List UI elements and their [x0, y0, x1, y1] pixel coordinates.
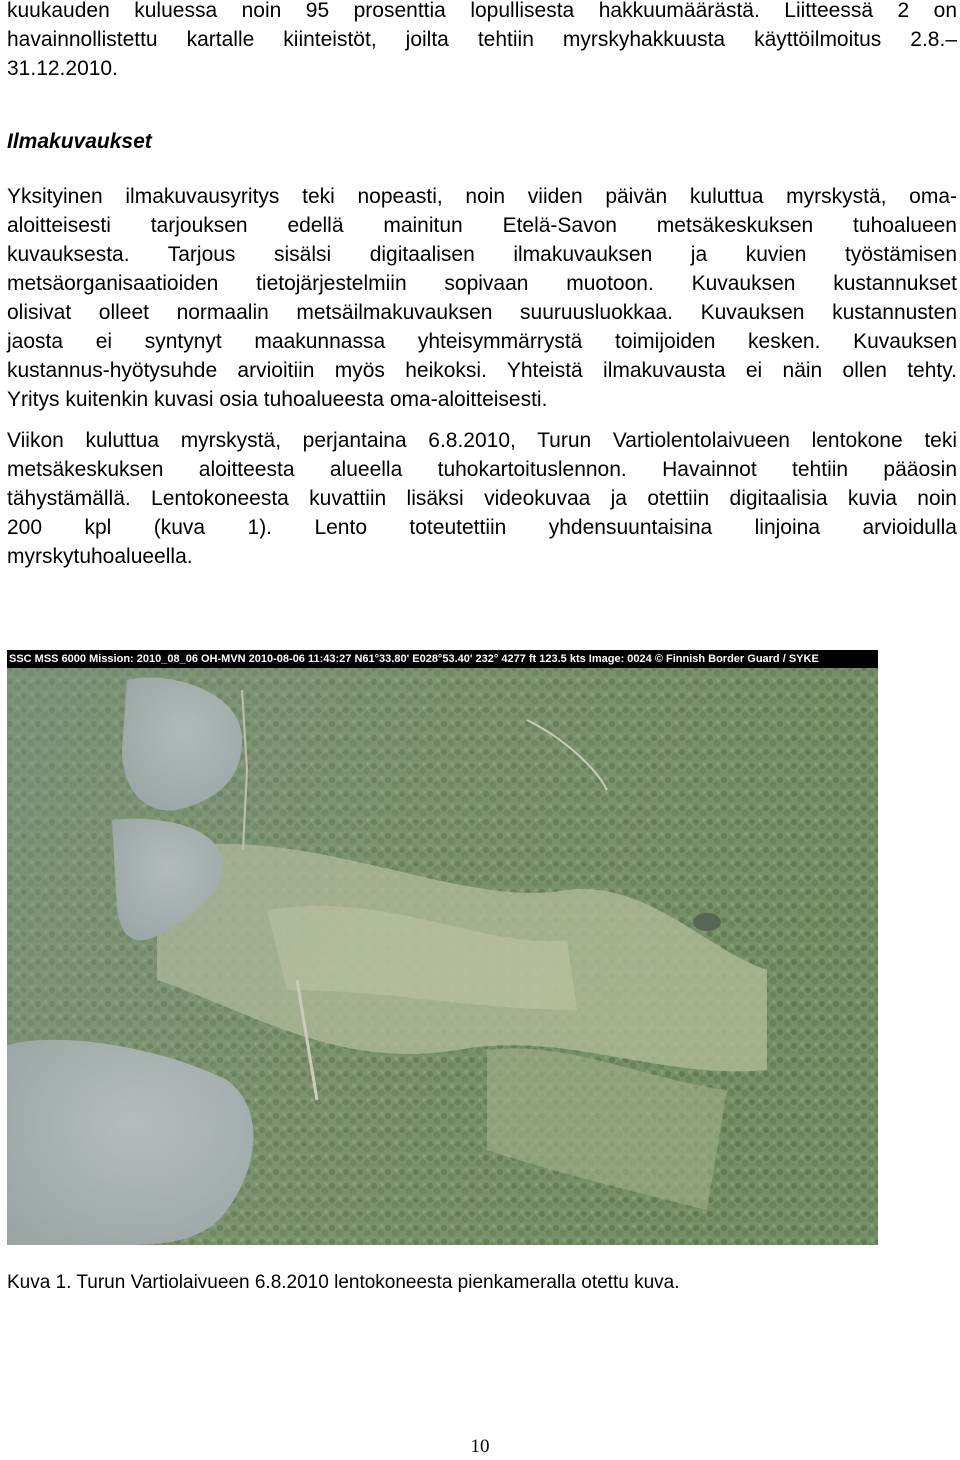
- text-line: 31.12.2010.: [7, 57, 118, 80]
- text-line: jaosta ei syntynyt maakunnassa yhteisymmärrystä toimijoiden kesken. Kuvauksen: [7, 330, 957, 353]
- text-line: Viikon kuluttua myrskystä, perjantaina 6.8.2010, Turun Vartiolentolaivueen lentokone teki: [7, 429, 957, 452]
- text-line: metsäorganisaatioiden tietojärjestelmiin sopivaan muotoon. Kuvauksen kustannukset: [7, 272, 957, 295]
- text-line: olisivat olleet normaalin metsäilmakuvauksen suuruusluokkaa. Kuvauksen kustannusten: [7, 301, 957, 324]
- text-line: Yritys kuitenkin kuvasi osia tuhoalueesta oma-aloitteisesti.: [7, 388, 548, 411]
- text-line: metsäkeskuksen aloitteesta alueella tuhokartoituslennon. Havainnot tehtiin pääosin: [7, 458, 957, 481]
- aerial-photo-image: [7, 650, 878, 1245]
- section-heading: Ilmakuvaukset: [7, 130, 152, 153]
- text-line: aloitteisesti tarjouksen edellä mainitun Etelä-Savon metsäkeskuksen tuhoalueen: [7, 214, 957, 237]
- page-number: 10: [470, 1436, 490, 1457]
- paragraph-ilmakuvaus: [7, 182, 957, 414]
- text-line: myrskytuhoalueella.: [7, 545, 193, 568]
- figure-caption: Kuva 1. Turun Vartiolaivueen 6.8.2010 lentokoneesta pienkameralla otettu kuva.: [7, 1272, 680, 1293]
- text-line: kustannus-hyötysuhde arvioitiin myös heikoksi. Yhteistä ilmakuvausta ei näin ollen tehty.: [7, 359, 957, 382]
- paragraph-lento: [7, 426, 957, 571]
- text-line: kuukauden kuluessa noin 95 prosenttia lopullisesta hakkuumäärästä. Liitteessä 2 on: [7, 0, 957, 22]
- text-line: tähystämällä. Lentokoneesta kuvattiin lisäksi videokuvaa ja otettiin digitaalisia kuvia noin: [7, 487, 957, 510]
- image-metadata-banner: SSC MSS 6000 Mission: 2010_08_06 OH-MVN 2010-08-06 11:43:27 N61°33.80' E028°53.40' 232° 4277 ft 123.5 kts Image: 0024 © Finnish Border Guard / SYKE: [7, 650, 878, 668]
- text-line: havainnollistettu kartalle kiinteistöt, joilta tehtiin myrskyhakkuusta käyttöilmoitus 2.8.–: [7, 28, 957, 51]
- intro-paragraph: [7, 0, 957, 83]
- aerial-photo: [7, 650, 878, 1245]
- text-line: 200 kpl (kuva 1). Lento toteutettiin yhdensuuntaisina linjoina arvioidulla: [7, 516, 957, 539]
- text-line: kuvauksesta. Tarjous sisälsi digitaalisen ilmakuvauksen ja kuvien työstämisen: [7, 243, 957, 266]
- text-line: Yksityinen ilmakuvausyritys teki nopeasti, noin viiden päivän kuluttua myrskystä, oma-: [7, 185, 957, 208]
